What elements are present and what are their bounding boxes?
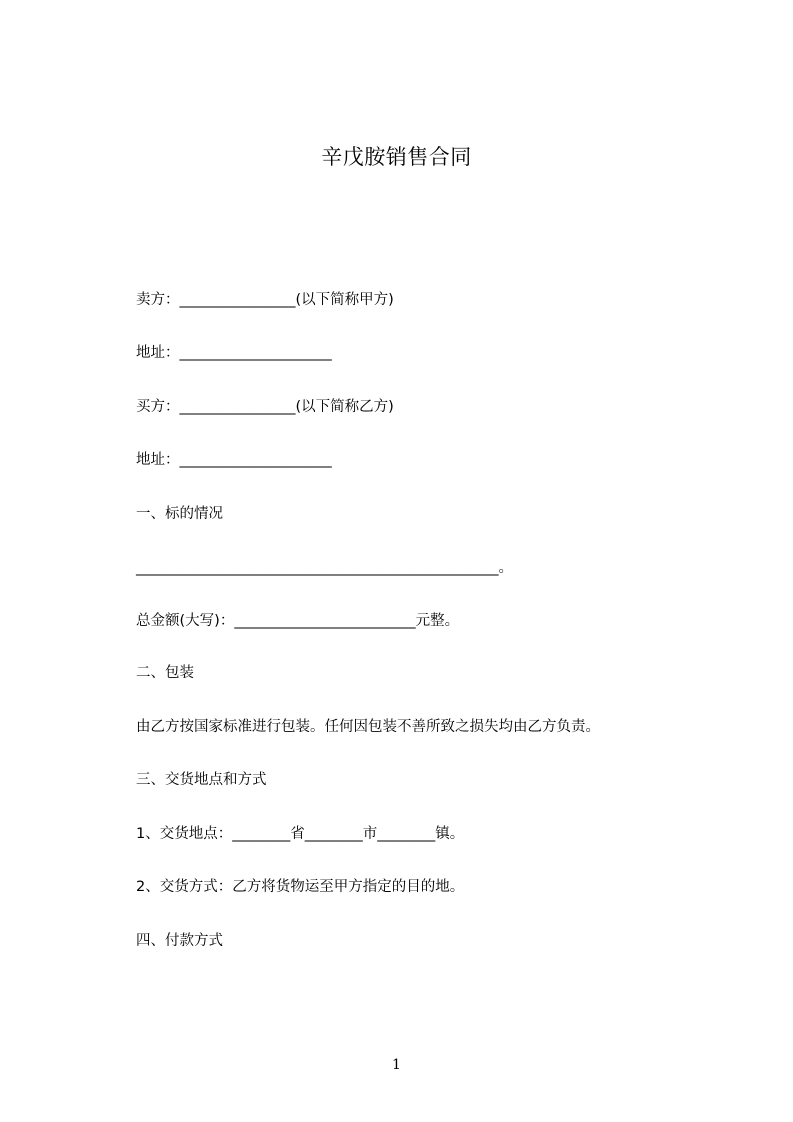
packaging-paragraph: 由乙方按国家标准进行包装。任何因包装不善所致之损失均由乙方负责。 xyxy=(136,719,600,735)
section-4-heading: 四、付款方式 xyxy=(136,933,223,949)
buyer-address-line: 地址：_____________________ xyxy=(136,452,332,468)
seller-address-line: 地址：_____________________ xyxy=(136,345,332,361)
buyer-line: 买方：________________(以下简称乙方) xyxy=(136,399,394,415)
section-3-heading: 三、交货地点和方式 xyxy=(136,772,267,788)
section-1-heading: 一、标的情况 xyxy=(136,506,223,522)
seller-line: 卖方：________________(以下简称甲方) xyxy=(136,292,394,308)
subject-blank-line: __________________________________________________。 xyxy=(136,560,513,576)
total-amount-line: 总金额(大写)：_________________________元整。 xyxy=(136,613,460,629)
delivery-location-line: 1、交货地点：________省________市________镇。 xyxy=(136,826,465,842)
section-2-heading: 二、包装 xyxy=(136,665,194,681)
page-number: 1 xyxy=(392,1057,401,1073)
delivery-method-line: 2、交货方式：乙方将货物运至甲方指定的目的地。 xyxy=(136,879,465,895)
document-title: 辛戊胺销售合同 xyxy=(321,145,472,169)
